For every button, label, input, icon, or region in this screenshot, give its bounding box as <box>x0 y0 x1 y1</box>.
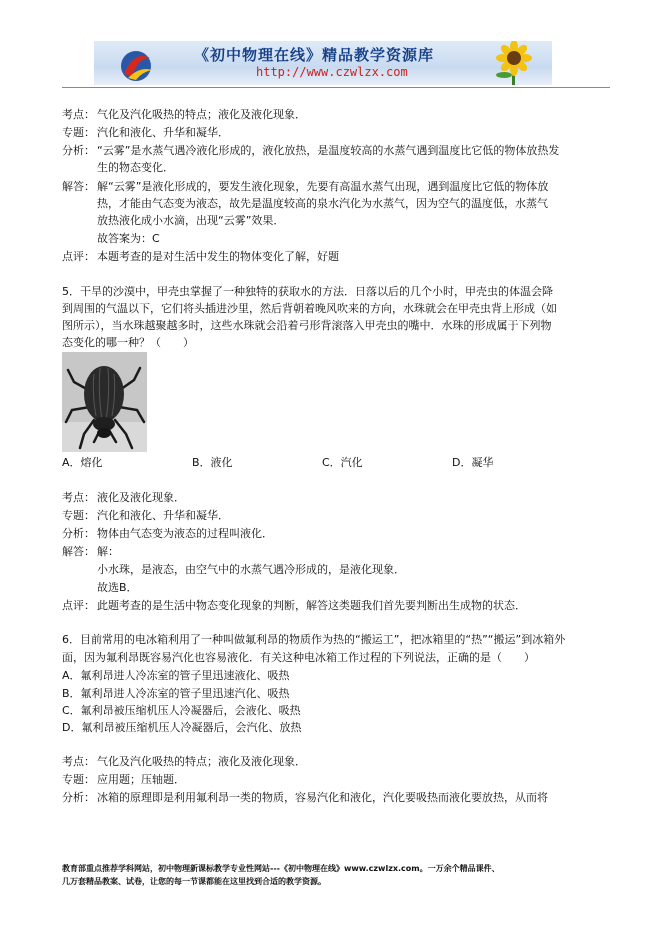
q5-option-a: A．熔化 <box>62 456 103 469</box>
q5-option-b: B．液化 <box>192 456 233 469</box>
banner-url: http://www.czwlzx.com <box>256 65 408 79</box>
q5-dianping: 此题考查的是生活中物态变化现象的判断，解答这类题我们首先要判断出生成物的状态． <box>97 599 526 612</box>
q6-fenxi-label: 分析： <box>62 791 95 804</box>
q5-fenxi-label: 分析： <box>62 527 95 540</box>
banner-title: 《初中物理在线》精品教学资源库 <box>194 46 435 64</box>
q4-jieda-label: 解答： <box>62 180 95 193</box>
q5-jieda-line: 解： <box>97 545 119 558</box>
q5-option-d: D．凝华 <box>452 456 494 469</box>
q5-stem-line: 图所示），当水珠越聚越多时，这些水珠就会沿着弓形背滚落入甲壳虫的嘴中．水珠的形成属于下列物 <box>62 319 552 332</box>
q5-zhuanti: 汽化和液化、升华和凝华． <box>97 509 229 522</box>
q4-fenxi-line: “云雾”是水蒸气遇冷液化形成的，液化放热，是温度较高的水蒸气遇到温度比它低的物体放热发 <box>97 144 560 157</box>
q5-jieda-answer: 故选B． <box>97 581 138 594</box>
q4-jieda-line: 解“云雾”是液化形成的，要发生液化现象，先要有高温水蒸气出现，遇到温度比它低的物体放 <box>97 180 549 193</box>
q4-jieda-line: 放热液化成小水滴，出现“云雾”效果． <box>97 214 285 227</box>
footer-line: 几万套精品教案、试卷，让您的每一节课都能在这里找到合适的教学资源。 <box>62 877 326 886</box>
q6-kaodian: 气化及汽化吸热的特点；液化及液化现象． <box>97 755 306 768</box>
q6-option-a: A．氟利昂进人冷冻室的管子里迅速液化、吸热 <box>62 669 290 682</box>
q4-jieda-answer: 故答案为：C <box>97 232 160 245</box>
q5-fenxi: 物体由气态变为液态的过程叫液化． <box>97 527 273 540</box>
q6-stem-line: 面，因为氟利昂既容易汽化也容易液化．有关这种电冰箱工作过程的下列说法，正确的是（ ） <box>62 651 535 664</box>
footer-line: 教育部重点推荐学科网站，初中物理新课标教学专业性网站---《初中物理在线》www.czwlzx.com。一万余个精品课件、 <box>62 864 500 873</box>
q6-option-d: D．氟利昂被压缩机压人冷凝器后，会汽化、放热 <box>62 721 302 734</box>
q4-kaodian: 气化及汽化吸热的特点；液化及液化现象． <box>97 108 306 121</box>
q4-jieda-line: 热，才能由气态变为液态，故先是温度较高的泉水汽化为水蒸气，因为空气的温度低，水蒸气 <box>97 197 548 210</box>
q5-jieda-line: 小水珠，是液态，由空气中的水蒸气遇冷形成的，是液化现象． <box>97 563 405 576</box>
q4-dianping: 本题考查的是对生活中发生的物体变化了解，好题 <box>97 250 339 263</box>
q4-zhuanti-label: 专题： <box>62 126 95 139</box>
site-logo-icon <box>116 44 156 84</box>
q5-kaodian-label: 考点： <box>62 491 95 504</box>
q4-fenxi-line: 生的物态变化． <box>97 161 174 174</box>
q6-zhuanti-label: 专题： <box>62 773 95 786</box>
q5-stem-line: 5．干旱的沙漠中，甲壳虫掌握了一种独特的获取水的方法．日落以后的几个小时，甲壳虫的体温会降 <box>62 285 553 298</box>
q6-zhuanti: 应用题；压轴题． <box>97 773 185 786</box>
header-divider <box>62 87 610 88</box>
beetle-photo <box>62 352 147 452</box>
q5-kaodian: 液化及液化现象． <box>97 491 185 504</box>
sunflower-icon <box>484 41 544 85</box>
q5-dianping-label: 点评： <box>62 599 95 612</box>
q5-stem-line: 到周围的气温以下，它们将头插进沙里，然后背朝着晚风吹来的方向，水珠就会在甲壳虫背上形成（如 <box>62 302 557 315</box>
q4-fenxi-label: 分析： <box>62 144 95 157</box>
q6-kaodian-label: 考点： <box>62 755 95 768</box>
q5-zhuanti-label: 专题： <box>62 509 95 522</box>
q4-zhuanti: 汽化和液化、升华和凝华． <box>97 126 229 139</box>
q6-fenxi: 冰箱的原理即是利用氟利昂一类的物质，容易汽化和液化，汽化要吸热而液化要放热，从而将 <box>97 791 548 804</box>
header-banner <box>94 41 552 85</box>
page-footer <box>62 862 622 888</box>
q5-stem-line: 态变化的哪一种？（ ） <box>62 336 194 349</box>
q6-option-c: C．氟利昂被压缩机压人冷凝器后，会液化、吸热 <box>62 704 301 717</box>
q5-jieda-label: 解答： <box>62 545 95 558</box>
q6-stem-line: 6．目前常用的电冰箱利用了一种叫做氟利昂的物质作为热的“搬运工”，把冰箱里的“热”“搬运”到冰箱外 <box>62 633 566 646</box>
q4-kaodian-label: 考点： <box>62 108 95 121</box>
q5-option-c: C．汽化 <box>322 456 363 469</box>
q4-dianping-label: 点评： <box>62 250 95 263</box>
q6-option-b: B．氟利昂进人冷冻室的管子里迅速汽化、吸热 <box>62 687 290 700</box>
